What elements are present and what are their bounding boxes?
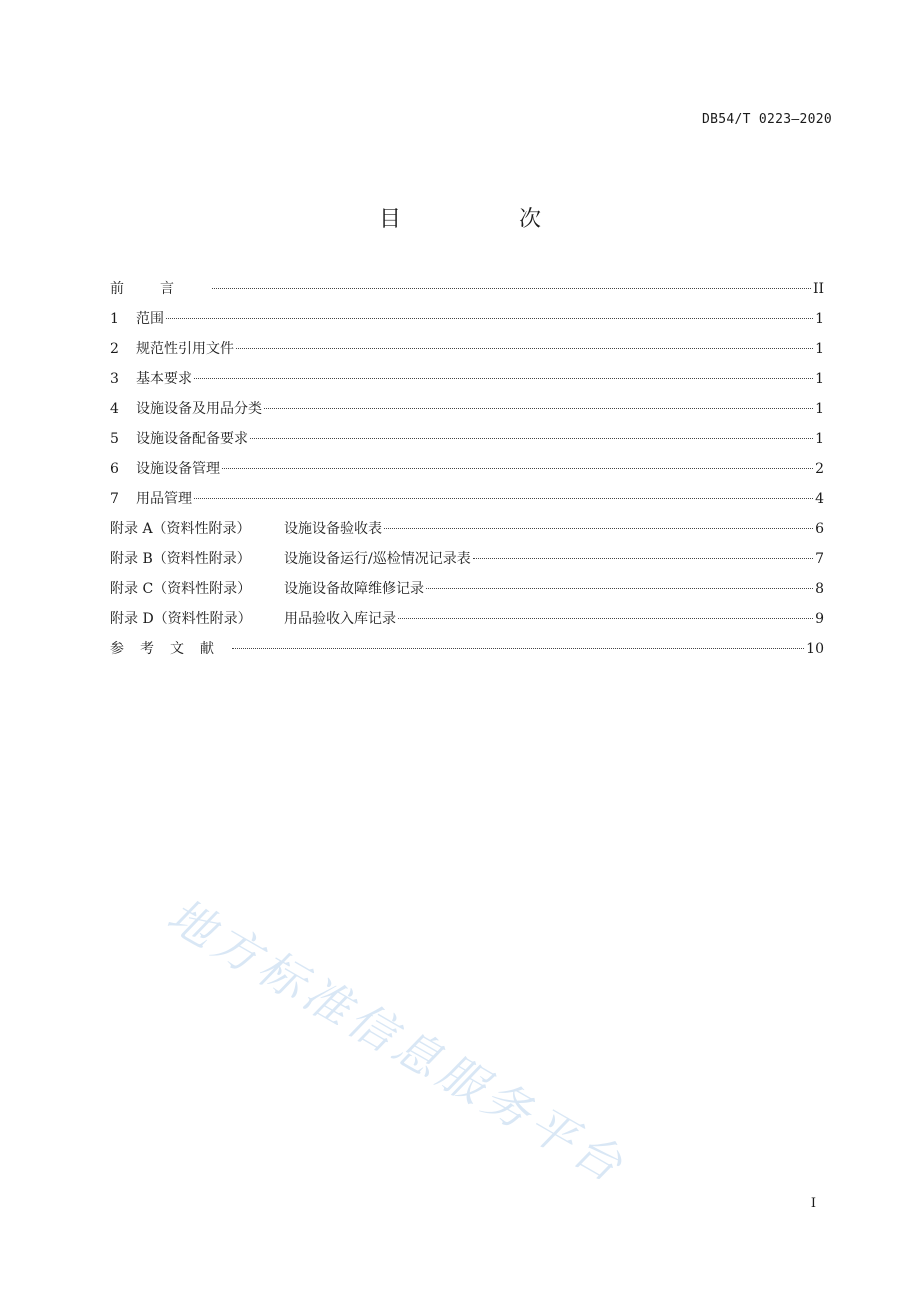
toc-entry-chapter-1[interactable]	[110, 308, 824, 338]
toc-page-number: 7	[815, 551, 824, 567]
toc-entry-appendix-d[interactable]	[110, 608, 824, 638]
toc-page-number: 1	[815, 371, 824, 387]
toc-page-number: 4	[815, 491, 824, 507]
toc-entry-label	[110, 638, 230, 660]
page-number: I	[810, 1196, 816, 1211]
toc-label-foreword: 前言	[110, 281, 210, 297]
toc-page-number: 1	[815, 431, 824, 447]
toc-leader-dots	[264, 408, 813, 409]
toc-appendix-prefix: 附录 B（资料性附录）	[110, 551, 251, 567]
toc-appendix-prefix: 附录 D（资料性附录）	[110, 611, 252, 627]
toc-page-number: 1	[815, 311, 824, 327]
toc-entry-chapter-5[interactable]	[110, 428, 824, 458]
toc-entry-label: 范围	[136, 311, 164, 327]
watermark: 地方标准信息服务平台	[158, 887, 636, 1195]
toc-entry-appendix-c[interactable]	[110, 578, 824, 608]
toc-chapter-number: 7	[110, 491, 119, 507]
toc-page-number: 10	[806, 641, 824, 657]
toc-page-number: 1	[815, 401, 824, 417]
toc-entry-label	[110, 278, 210, 300]
toc-leader-dots	[384, 528, 813, 529]
toc-leader-dots	[398, 618, 813, 619]
toc-page-number: 9	[815, 611, 824, 627]
toc-chapter-number: 2	[110, 341, 119, 357]
toc-leader-dots	[426, 588, 813, 589]
toc-page-number: 8	[815, 581, 824, 597]
table-of-contents	[110, 278, 824, 668]
toc-appendix-prefix: 附录 C（资料性附录）	[110, 581, 252, 597]
toc-entry-foreword[interactable]	[110, 278, 824, 308]
toc-chapter-number: 6	[110, 461, 119, 477]
toc-entry-label: 设施设备验收表	[284, 521, 382, 537]
toc-page-number: 6	[815, 521, 824, 537]
toc-entry-chapter-4[interactable]	[110, 398, 824, 428]
toc-entry-label: 用品管理	[136, 491, 192, 507]
toc-entry-label: 设施设备及用品分类	[136, 401, 262, 417]
toc-chapter-number: 1	[110, 311, 119, 327]
toc-entry-appendix-a[interactable]	[110, 518, 824, 548]
toc-entry-chapter-2[interactable]	[110, 338, 824, 368]
toc-chapter-number: 4	[110, 401, 119, 417]
toc-chapter-number: 5	[110, 431, 119, 447]
toc-leader-dots	[212, 288, 811, 289]
toc-leader-dots	[232, 648, 804, 649]
toc-entry-label: 设施设备配备要求	[136, 431, 248, 447]
toc-entry-appendix-b[interactable]	[110, 548, 824, 578]
toc-entry-chapter-3[interactable]	[110, 368, 824, 398]
toc-entry-label: 设施设备运行/巡检情况记录表	[284, 551, 471, 567]
toc-leader-dots	[194, 498, 813, 499]
toc-entry-label: 设施设备故障维修记录	[284, 581, 424, 597]
toc-leader-dots	[473, 558, 813, 559]
toc-leader-dots	[166, 318, 813, 319]
toc-entry-label: 设施设备管理	[136, 461, 220, 477]
toc-label-references: 参考文献	[110, 641, 230, 657]
toc-appendix-prefix: 附录 A（资料性附录）	[110, 521, 251, 537]
toc-entry-references[interactable]	[110, 638, 824, 668]
standard-code: DB54/T 0223—2020	[701, 112, 832, 127]
toc-leader-dots	[194, 378, 813, 379]
toc-entry-label: 用品验收入库记录	[284, 611, 396, 627]
page-title: 目 次	[378, 207, 589, 232]
toc-entry-chapter-6[interactable]	[110, 458, 824, 488]
toc-leader-dots	[222, 468, 813, 469]
toc-entry-chapter-7[interactable]	[110, 488, 824, 518]
toc-entry-label: 规范性引用文件	[136, 341, 234, 357]
toc-page-number: 2	[815, 461, 824, 477]
toc-page-number: II	[812, 281, 824, 297]
toc-page-number: 1	[815, 341, 824, 357]
toc-leader-dots	[236, 348, 813, 349]
toc-chapter-number: 3	[110, 371, 119, 387]
toc-leader-dots	[250, 438, 813, 439]
toc-entry-label: 基本要求	[136, 371, 192, 387]
